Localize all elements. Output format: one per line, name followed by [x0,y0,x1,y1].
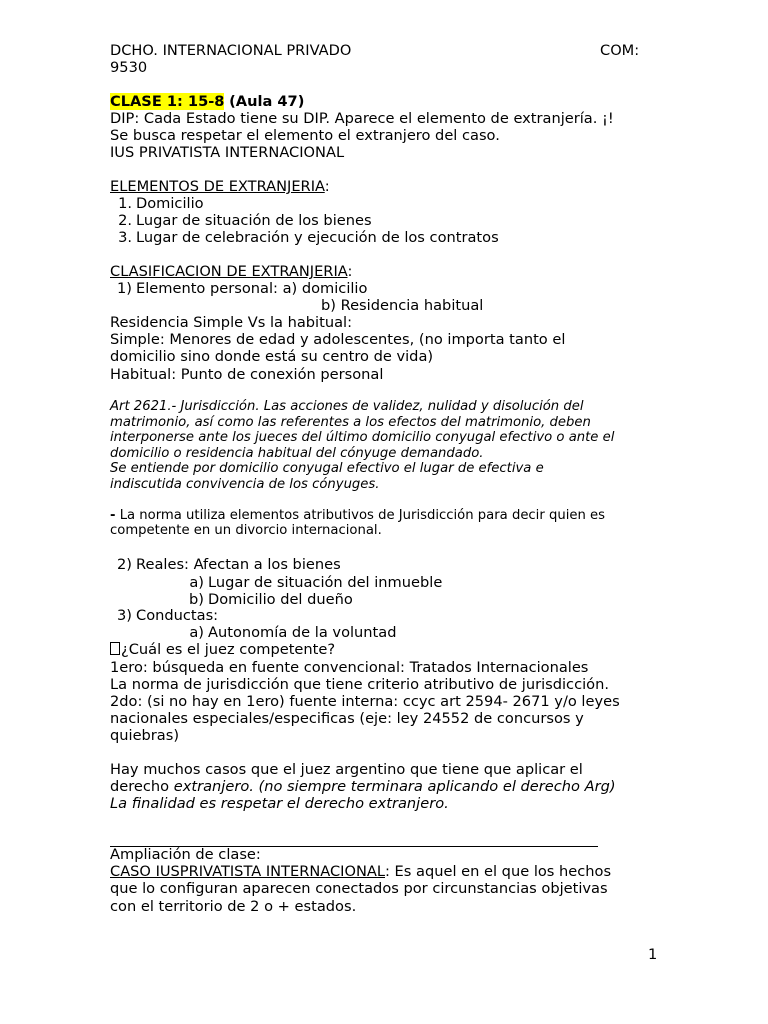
list-item [110,607,218,624]
definition-text: : Es aquel en el que los hechos [385,863,612,880]
article-line: Se entiende por domicilio conyugal efectivo el lugar de efectiva e [110,461,544,476]
list-subitem [182,624,396,641]
intro-line: IUS PRIVATISTA INTERNACIONAL [110,144,345,161]
text-line: Simple: Menores de edad y adolescentes, (no importa tanto el [110,331,566,348]
list-number: 1. [118,195,132,212]
clase-highlight: CLASE 1: 15-8 [110,93,225,110]
list-text: Reales: Afectan a los bienes [136,556,341,573]
article-line: indiscutida convivencia de los cónyuges. [110,477,380,492]
text-normal: derecho [110,778,174,795]
list-subitem [182,591,353,608]
text-line [110,778,616,795]
list-item [110,212,372,229]
clase-aula: (Aula 47) [229,93,305,110]
text-line: Residencia Simple Vs la habitual: [110,314,353,331]
header-right-cont: 9530 [110,59,148,76]
list-item [110,556,341,573]
text-line: 1ero: búsqueda en fuente convencional: Tratados Internacionales [110,659,589,676]
text-line: Habitual: Punto de conexión personal [110,366,384,383]
list-text: Domicilio del dueño [208,591,353,608]
clasificacion-heading-text: CLASIFICACION DE EXTRANJERIA [110,263,348,280]
list-item [110,280,367,297]
list-text: Autonomía de la voluntad [208,624,397,641]
text-line: que lo configuran aparecen conectados por circunstancias objetivas [110,880,608,897]
page-number: 1 [648,946,658,963]
text-line: La norma de jurisdicción que tiene criterio atributivo de jurisdicción. [110,676,609,693]
article-line: matrimonio, así como las referentes a los efectos del matrimonio, deben [110,415,591,430]
article-label: Art 2621.- [110,399,177,414]
norma-line [110,508,605,524]
text-line: La finalidad es respetar el derecho extranjero. [110,795,449,812]
norma-line: competente en un divorcio internacional. [110,523,382,538]
article-line: interponerse ante los jueces del último domicilio conyugal efectivo o ante el [110,430,615,445]
text-line: nacionales especiales/especificas (eje: ley 24552 de concursos y [110,710,584,727]
clasificacion-heading: CLASIFICACION DE EXTRANJERIA: [110,263,353,280]
article-line: domicilio o residencia habitual del cónyuge demandado. [110,446,484,461]
list-number: 3) [117,607,132,624]
list-text: Lugar de situación de los bienes [136,212,372,229]
text-line: 2do: (si no hay en 1ero) fuente interna: ccyc art 2594- 2671 y/o leyes [110,693,620,710]
list-number: b) [189,591,204,608]
clase-title [110,93,304,110]
list-number: a) [189,624,204,641]
bullet-icon [110,642,120,655]
question-text: ¿Cuál es el juez competente? [121,641,336,658]
text-italic: extranjero. (no siempre terminara aplicando el derecho Arg) [173,778,616,795]
list-item [110,229,499,246]
elementos-heading-text: ELEMENTOS DE EXTRANJERIA [110,178,325,195]
list-number: a) [189,574,204,591]
list-text: Lugar de situación del inmueble [208,574,443,591]
ampliacion-title: Ampliación de clase: [110,846,261,863]
header-left: DCHO. INTERNACIONAL PRIVADO [110,42,352,59]
list-subitem: b) Residencia habitual [321,297,484,314]
elementos-heading: ELEMENTOS DE EXTRANJERIA: [110,178,330,195]
definition-term: CASO IUSPRIVATISTA INTERNACIONAL [110,863,385,880]
list-number: 3. [118,229,132,246]
norma-text: La norma utiliza elementos atributivos de Jurisdicción para decir quien es [119,508,606,523]
list-text: Domicilio [136,195,204,212]
question-line [110,641,335,658]
header-right: COM: [600,42,640,59]
article-line [110,399,584,415]
intro-line: Se busca respetar el elemento el extranjero del caso. [110,127,500,144]
norma-dash: - [110,508,116,523]
list-subitem [182,574,442,591]
list-text: Elemento personal: a) domicilio [136,280,368,297]
list-number: 2) [117,556,132,573]
article-text: Jurisdicción. Las acciones de validez, nulidad y disolución del [180,399,584,414]
text-line: con el territorio de 2 o + estados. [110,898,357,915]
text-line: quiebras) [110,727,180,744]
text-line: domicilio sino donde está su centro de vida) [110,348,434,365]
list-number: 1) [117,280,132,297]
intro-line: DIP: Cada Estado tiene su DIP. Aparece el elemento de extranjería. ¡! [110,110,614,127]
definition-line [110,863,611,880]
text-line: Hay muchos casos que el juez argentino que tiene que aplicar el [110,761,583,778]
list-item [110,195,204,212]
list-text: Conductas: [136,607,219,624]
list-text: Lugar de celebración y ejecución de los contratos [136,229,499,246]
list-number: 2. [118,212,132,229]
